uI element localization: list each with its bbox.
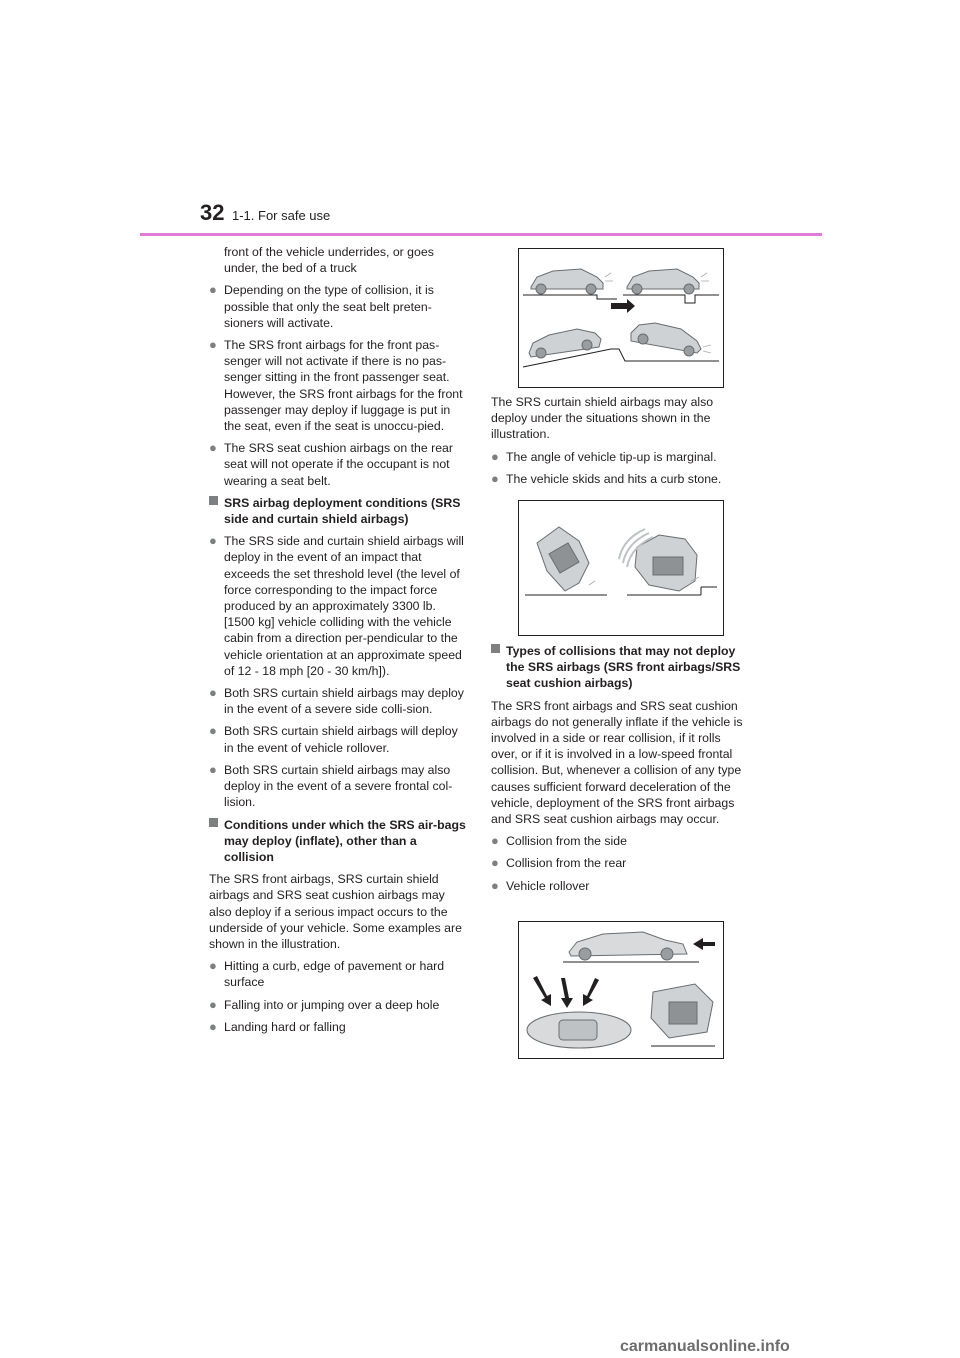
collision-types-illustration [519,922,723,1058]
bullet-item [209,440,467,489]
bullet-text: The vehicle skids and hits a curb stone. [506,471,722,486]
bullet-item [209,282,467,331]
left-column [209,244,467,1041]
bullet-icon: ● [209,282,217,298]
bullet-icon: ● [491,448,499,464]
bullet-icon: ● [209,996,217,1012]
bullet-icon: ● [491,855,499,871]
page-number: 32 [200,200,225,225]
watermark: carmanualsonline.info [620,1338,790,1355]
figure-tipup-skid [518,500,724,636]
bullet-text: Collision from the rear [506,856,627,871]
header-rule [140,233,822,236]
bullet-item [209,337,467,434]
paragraph-no-deploy: The SRS front airbags and SRS seat cushion airbags do not generally inflate if the vehicle is involved in a side or rear collision, if it rolls over, or if it is involved in a low-speed frontal collision. But, whenever a collision of any type causes sufficient forward deceleration of the vehicle, deployment of the SRS front airbags and SRS seat cushion airbags may occur. [491,698,743,827]
bullet-text: Depending on the type of collision, it is possible that only the seat belt preten-sioners will activate. [224,283,434,330]
bullet-item [209,762,467,811]
bullet-icon: ● [209,958,217,974]
arrow-icon [533,976,599,1008]
paragraph-curtain: The SRS curtain shield airbags may also deploy under the situations shown in the illustration. [491,395,714,442]
bullet-text: The SRS side and curtain shield airbags will deploy in the event of an impact that exceeds the set threshold level (the level of force corresponding to the impact force produced by an approximately 3300 lb. [1500 kg] vehicle colliding with the vehicle cabin from a direction per-pendicular to the vehicle orientation at an approximate speed of 12 - 18 mph [20 - 30 km/h]). [224,534,464,678]
bullet-item [491,878,749,894]
arrow-icon [693,938,715,950]
bullet-text: Both SRS curtain shield airbags may also deploy in the event of a severe frontal col-lision. [224,762,453,810]
bullet-item [209,1019,467,1035]
heading-other-conditions: Conditions under which the SRS air-bags may deploy (inflate), other than a collision [209,817,467,866]
section-title: 1-1. For safe use [232,208,331,223]
bullet-text: The SRS seat cushion airbags on the rear seat will not operate if the occupant is not wearing a seat belt. [224,441,453,488]
bullet-item [491,855,749,871]
bullet-item [209,997,467,1013]
tipup-skid-illustration [519,501,723,635]
heading-side-curtain: SRS airbag deployment conditions (SRS side and curtain shield airbags) [209,495,467,527]
bullet-text: Vehicle rollover [506,878,590,893]
bullet-text: Falling into or jumping over a deep hole [224,997,440,1012]
bullet-icon: ● [209,685,217,701]
heading-no-deploy: Types of collisions that may not deploy the SRS airbags (SRS front airbags/SRS seat cushion airbags) [491,643,749,692]
bullet-item [209,533,467,679]
bullet-text: Hitting a curb, edge of pavement or hard surface [224,959,445,990]
bullet-item [209,723,467,755]
bullet-item [491,449,749,465]
bullet-icon: ● [491,470,499,486]
bullet-item [491,833,749,849]
bullet-text: Collision from the side [506,834,627,849]
bullet-icon: ● [209,337,217,353]
bullet-text: The SRS front airbags for the front pas-senger will not activate if there is no pas-senger sitting in the front passenger seat. However, the SRS front airbags for the front passenger may deploy if luggage is put in the seat, even if the seat is unoccu-pied. [224,338,463,434]
figure-underside-impacts [518,248,724,388]
figure-collision-types [518,921,724,1059]
bullet-item [491,471,749,487]
bullet-text: Landing hard or falling [224,1019,346,1034]
bullet-text: The angle of vehicle tip-up is marginal. [506,449,717,464]
square-bullet-icon [491,644,500,653]
right-column [491,394,749,900]
bullet-text: Both SRS curtain shield airbags will deploy in the event of vehicle rollover. [224,724,458,755]
bullet-icon: ● [209,723,217,739]
bullet-icon: ● [491,877,499,893]
underside-impact-illustration [519,249,723,387]
bullet-icon: ● [491,833,499,849]
bullet-item [209,685,467,717]
paragraph-other-conditions: The SRS front airbags, SRS curtain shield airbags and SRS seat cushion airbags may also deploy if a serious impact occurs to the underside of your vehicle. Some examples are shown in the illustration. [209,872,462,951]
arrow-icon [611,299,635,313]
bullet-icon: ● [209,761,217,777]
square-bullet-icon [209,818,218,827]
bullet-icon: ● [209,1018,217,1034]
bullet-icon: ● [209,533,217,549]
square-bullet-icon [209,496,218,505]
continuation-text: front of the vehicle underrides, or goes under, the bed of a truck [224,245,434,276]
bullet-icon: ● [209,440,217,456]
bullet-item [209,958,467,990]
bullet-text: Both SRS curtain shield airbags may deploy in the event of a severe side colli-sion. [224,686,464,717]
